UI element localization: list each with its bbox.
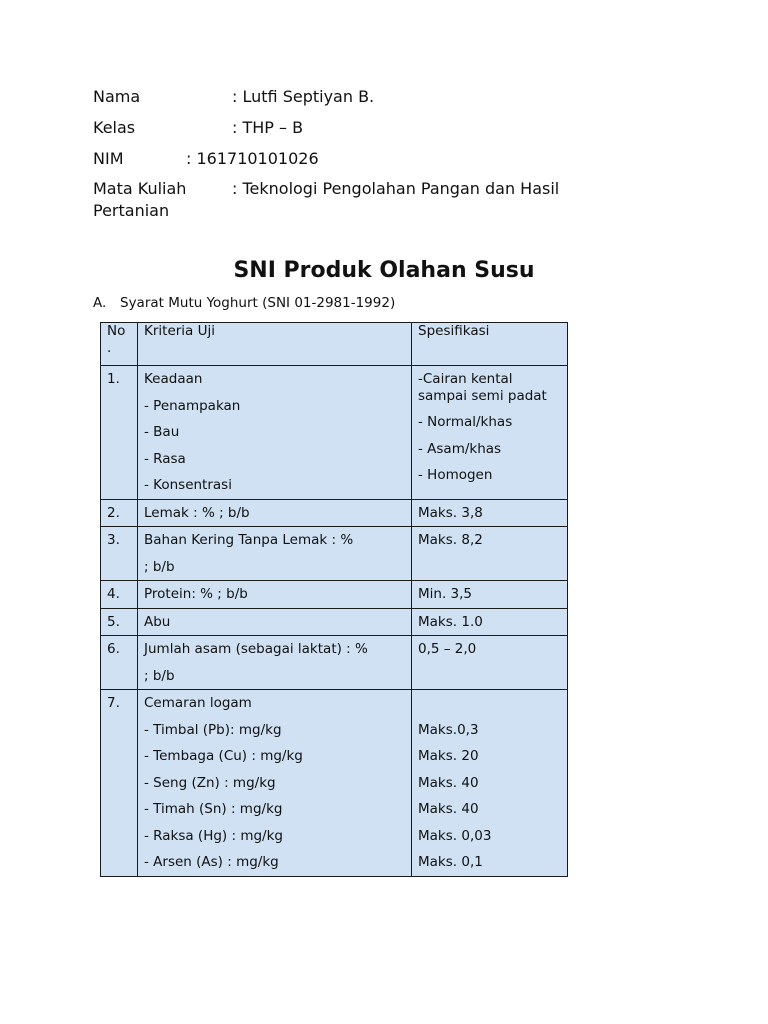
table-row [101, 690, 568, 877]
nama-label: Nama [93, 87, 141, 106]
row-kriteria: Keadaan - Penampakan - Bau - Rasa - Konsentrasi [138, 366, 412, 500]
section-heading-text: Syarat Mutu Yoghurt (SNI 01-2981-1992) [120, 295, 396, 311]
row-kriteria: Bahan Kering Tanpa Lemak : % ; b/b [138, 527, 412, 581]
section-heading [93, 294, 395, 312]
nim-label: NIM [93, 149, 124, 168]
row-kriteria: Cemaran logam - Timbal (Pb): mg/kg - Tembaga (Cu) : mg/kg - Seng (Zn) : mg/kg - Timah (Sn) : mg/kg - Raksa (Hg) : mg/kg - Arsen (As) : mg/kg [138, 690, 412, 877]
spec-table [100, 322, 568, 877]
table-row [101, 527, 568, 581]
row-no: 2. [101, 499, 138, 527]
row-kriteria: Jumlah asam (sebagai laktat) : % ; b/b [138, 636, 412, 690]
table-row [101, 366, 568, 500]
table-row [101, 581, 568, 609]
header-kriteria: Kriteria Uji [138, 323, 412, 366]
row-spesifikasi: Maks. 3,8 [412, 499, 568, 527]
nim-value: : 161710101026 [186, 149, 319, 168]
kelas-label: Kelas [93, 118, 136, 137]
row-no: 5. [101, 608, 138, 636]
row-spesifikasi: Maks.0,3 Maks. 20 Maks. 40 Maks. 40 Maks. 0,03 Maks. 0,1 [412, 690, 568, 877]
row-spesifikasi: Min. 3,5 [412, 581, 568, 609]
row-kriteria: Abu [138, 608, 412, 636]
row-no: 1. [101, 366, 138, 500]
row-spesifikasi: Maks. 1.0 [412, 608, 568, 636]
matkul-value-cont: Pertanian [93, 201, 170, 220]
row-no: 3. [101, 527, 138, 581]
row-kriteria: Lemak : % ; b/b [138, 499, 412, 527]
table-header-row [101, 323, 568, 366]
row-spesifikasi: -Cairan kental sampai semi padat - Normal/khas - Asam/khas - Homogen [412, 366, 568, 500]
page-title: SNI Produk Olahan Susu [233, 258, 535, 283]
table-row [101, 636, 568, 690]
row-kriteria: Protein: % ; b/b [138, 581, 412, 609]
row-no: 6. [101, 636, 138, 690]
header-spesifikasi: Spesifikasi [412, 323, 568, 366]
kelas-value: : THP – B [232, 118, 304, 137]
row-spesifikasi: Maks. 8,2 [412, 527, 568, 581]
table-row [101, 499, 568, 527]
matkul-value: : Teknologi Pengolahan Pangan dan Hasil [232, 179, 560, 198]
row-spesifikasi: 0,5 – 2,0 [412, 636, 568, 690]
table-row [101, 608, 568, 636]
section-letter: A. [93, 295, 107, 311]
row-no: 4. [101, 581, 138, 609]
header-no: No . [101, 323, 138, 366]
matkul-label: Mata Kuliah [93, 179, 187, 198]
nama-value: : Lutfi Septiyan B. [232, 87, 375, 106]
row-no: 7. [101, 690, 138, 877]
